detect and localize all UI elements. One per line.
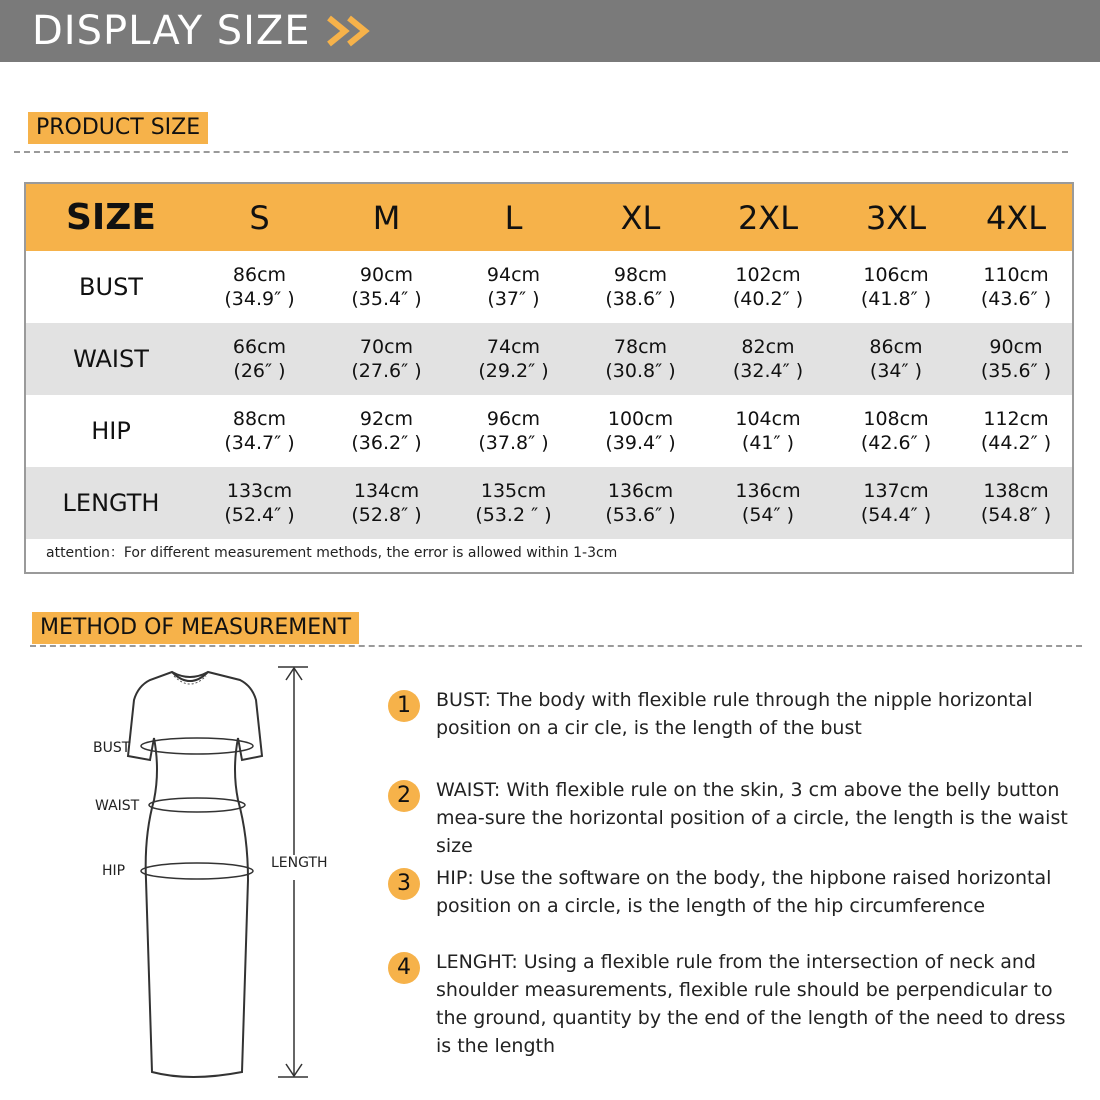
table-cell — [832, 251, 960, 323]
cm-value: 66cm — [232, 336, 287, 358]
table-cell — [577, 251, 704, 323]
product-size-label: PRODUCT SIZE — [28, 112, 208, 144]
inch-value: (30.8″ ) — [605, 360, 676, 382]
inch-value: (34″ ) — [869, 360, 923, 382]
table-row — [26, 395, 1072, 467]
size-header: 2XL — [737, 198, 799, 237]
cm-value: 78cm — [613, 336, 668, 358]
table-cell — [577, 323, 704, 395]
cm-value: 82cm — [741, 336, 795, 358]
inch-value: (29.2″ ) — [478, 360, 549, 382]
table-cell — [196, 395, 323, 467]
cm-value: 110cm — [983, 264, 1049, 286]
cm-value: 74cm — [486, 336, 541, 358]
table-cell — [323, 395, 450, 467]
table-row — [26, 323, 1072, 395]
cm-value: 90cm — [359, 264, 414, 286]
inch-value: (41.8″ ) — [860, 288, 932, 310]
table-cell — [450, 251, 577, 323]
table-cell — [450, 323, 577, 395]
table-cell — [960, 467, 1072, 539]
cm-value: 88cm — [232, 408, 287, 430]
inch-value: (34.9″ ) — [224, 288, 295, 310]
inch-value: (37.8″ ) — [478, 432, 549, 454]
table-cell — [704, 467, 832, 539]
inch-value: (34.7″ ) — [224, 432, 295, 454]
cm-value: 134cm — [353, 480, 420, 502]
cm-value: 86cm — [232, 264, 287, 286]
cm-value: 98cm — [613, 264, 668, 286]
size-column-header: SIZE — [65, 197, 157, 238]
size-header: S — [249, 198, 270, 237]
table-cell — [704, 251, 832, 323]
inch-value: (54.4″ ) — [860, 504, 932, 526]
inch-value: (43.6″ ) — [980, 288, 1052, 310]
inch-value: (52.4″ ) — [224, 504, 295, 526]
inch-value: (54.8″ ) — [980, 504, 1052, 526]
row-header: WAIST — [73, 345, 149, 373]
size-header: 3XL — [865, 198, 927, 237]
cm-value: 94cm — [486, 264, 541, 286]
cm-value: 96cm — [486, 408, 541, 430]
cm-value: 136cm — [735, 480, 801, 502]
table-cell — [450, 395, 577, 467]
table-cell — [704, 395, 832, 467]
inch-value: (39.4″ ) — [605, 432, 676, 454]
section-divider — [14, 151, 1068, 153]
table-cell — [704, 323, 832, 395]
step-number-badge: 3 — [388, 868, 420, 900]
waist-label: WAIST — [95, 798, 140, 814]
step-number-badge: 2 — [388, 780, 420, 812]
inch-value: (35.6″ ) — [980, 360, 1052, 382]
cm-value: 90cm — [989, 336, 1043, 358]
cm-value: 138cm — [983, 480, 1049, 502]
inch-value: (54″ ) — [741, 504, 795, 526]
inch-value: (52.8″ ) — [351, 504, 422, 526]
table-cell — [832, 467, 960, 539]
table-cell — [832, 323, 960, 395]
cm-value: 100cm — [607, 408, 674, 430]
inch-value: (41″ ) — [741, 432, 795, 454]
size-chart-table — [26, 184, 1072, 539]
inch-value: (36.2″ ) — [351, 432, 422, 454]
size-header: M — [372, 198, 401, 237]
inch-value: (53.2 ″ ) — [475, 504, 552, 526]
cm-value: 136cm — [607, 480, 674, 502]
table-cell — [196, 323, 323, 395]
inch-value: (42.6″ ) — [860, 432, 932, 454]
bust-label: BUST — [93, 740, 131, 756]
step-text: HIP: Use the software on the body, the hipbone raised horizontal position on a circle, is the length of the hip circumference — [436, 867, 1052, 917]
inch-value: (44.2″ ) — [980, 432, 1052, 454]
size-header: L — [504, 198, 523, 237]
table-cell — [323, 251, 450, 323]
inch-value: (35.4″ ) — [351, 288, 422, 310]
hip-label: HIP — [102, 863, 126, 879]
table-cell — [577, 395, 704, 467]
inch-value: (32.4″ ) — [732, 360, 804, 382]
cm-value: 112cm — [983, 408, 1049, 430]
table-cell — [832, 395, 960, 467]
table-cell — [960, 251, 1072, 323]
cm-value: 135cm — [480, 480, 547, 502]
table-cell — [323, 467, 450, 539]
section-divider — [30, 645, 1082, 647]
inch-value: (37″ ) — [487, 288, 540, 310]
cm-value: 133cm — [226, 480, 293, 502]
size-table — [24, 182, 1074, 574]
row-header: BUST — [79, 273, 143, 301]
table-cell — [960, 323, 1072, 395]
size-header: 4XL — [985, 198, 1047, 237]
cm-value: 86cm — [869, 336, 923, 358]
row-header: LENGTH — [62, 489, 160, 517]
cm-value: 137cm — [863, 480, 929, 502]
step-text: WAIST: With flexible rule on the skin, 3 cm above the belly button mea-sure the horizontal position of a circle, the length is the waist size — [436, 779, 1068, 857]
cm-value: 92cm — [359, 408, 414, 430]
table-cell — [450, 467, 577, 539]
double-chevron-right-icon — [325, 14, 377, 48]
table-row — [26, 467, 1072, 539]
inch-value: (40.2″ ) — [732, 288, 804, 310]
page-title: DISPLAY SIZE — [32, 8, 311, 54]
method-label: METHOD OF MEASUREMENT — [32, 612, 359, 644]
size-header: XL — [620, 198, 661, 237]
inch-value: (38.6″ ) — [605, 288, 676, 310]
step-number-badge: 4 — [388, 952, 420, 984]
cm-value: 104cm — [735, 408, 801, 430]
inch-value: (53.6″ ) — [605, 504, 676, 526]
step-number-badge: 1 — [388, 690, 420, 722]
length-label: LENGTH — [271, 855, 328, 871]
table-cell — [960, 395, 1072, 467]
cm-value: 108cm — [863, 408, 929, 430]
cm-value: 102cm — [735, 264, 801, 286]
table-header-row — [26, 184, 1072, 251]
step-text: BUST: The body with flexible rule through the nipple horizontal position on a cir cle, is the length of the bust — [436, 689, 1033, 739]
inch-value: (27.6″ ) — [351, 360, 422, 382]
header-bar — [0, 0, 1100, 62]
step-text: LENGHT: Using a flexible rule from the intersection of neck and shoulder measurements, flexible rule should be perpendicular to the ground, quantity by the end of the length of the need to dress is the length — [436, 951, 1066, 1057]
inch-value: (26″ ) — [233, 360, 286, 382]
cm-value: 106cm — [863, 264, 929, 286]
table-cell — [196, 251, 323, 323]
table-row — [26, 251, 1072, 323]
dress-illustration — [80, 660, 360, 1090]
table-cell — [196, 467, 323, 539]
attention-note: attention：For different measurement methods, the error is allowed within 1-3cm — [46, 545, 618, 561]
cm-value: 70cm — [359, 336, 414, 358]
table-cell — [323, 323, 450, 395]
table-cell — [577, 467, 704, 539]
row-header: HIP — [91, 417, 131, 445]
